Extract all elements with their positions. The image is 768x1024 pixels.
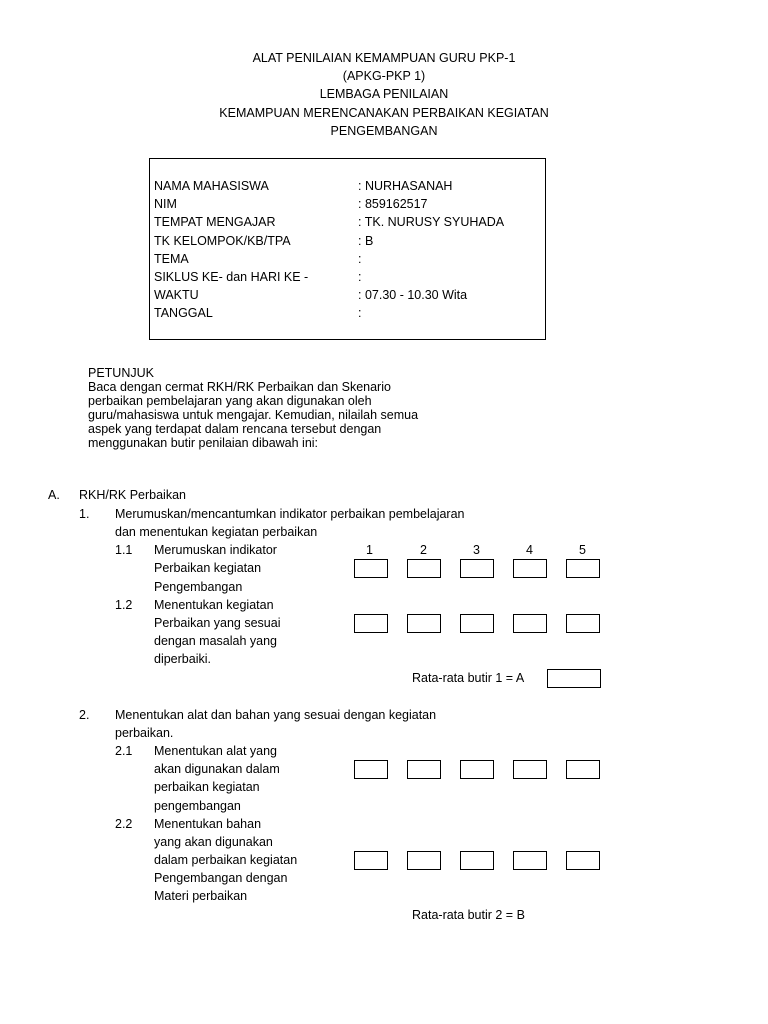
score-box-1-1-2[interactable] [407,559,441,578]
subitem-1-2-line-4: diperbaiki. [154,652,211,666]
score-box-2-2-5[interactable] [566,851,600,870]
instructions-line-3: guru/mahasiswa untuk mengajar. Kemudian, nilailah semua [88,408,419,422]
score-box-2-1-5[interactable] [566,760,600,779]
doc-title-line-4: KEMAMPUAN MERENCANAKAN PERBAIKAN KEGIATAN [219,106,549,120]
instructions-line-1: Baca dengan cermat RKH/RK Perbaikan dan Skenario [88,380,391,394]
score-box-1-1-3[interactable] [460,559,494,578]
item-1-line-1: Merumuskan/mencantumkan indikator perbaikan pembelajaran [115,507,465,521]
subitem-1-2-number: 1.2 [115,598,133,612]
info-value-name: : NURHASANAH [358,179,453,193]
info-value-place: : TK. NURUSY SYUHADA [358,215,505,229]
info-label-name: NAMA MAHASISWA [154,179,269,193]
score-box-1-2-3[interactable] [460,614,494,633]
scale-label-3: 3 [473,543,480,557]
score-box-1-1-5[interactable] [566,559,600,578]
info-label-place: TEMPAT MENGAJAR [154,215,276,229]
info-value-cycle: : [358,270,362,284]
scale-label-1: 1 [366,543,373,557]
subitem-1-2-line-3: dengan masalah yang [154,634,278,648]
doc-title-line-5: PENGEMBANGAN [330,124,438,138]
score-box-2-2-3[interactable] [460,851,494,870]
subitem-1-2-line-1: Menentukan kegiatan [154,598,274,612]
subitem-2-2-line-5: Materi perbaikan [154,889,248,903]
subitem-1-1-number: 1.1 [115,543,133,557]
score-box-1-2-2[interactable] [407,614,441,633]
doc-title-line-1: ALAT PENILAIAN KEMAMPUAN GURU PKP-1 [252,51,516,65]
info-label-group: TK KELOMPOK/KB/TPA [154,234,291,248]
info-label-date: TANGGAL [154,306,213,320]
info-label-theme: TEMA [154,252,189,266]
info-value-nim: : 859162517 [358,197,428,211]
scale-label-5: 5 [579,543,586,557]
subitem-1-1-line-3: Pengembangan [154,580,243,594]
info-value-theme: : [358,252,362,266]
info-value-group: : B [358,234,374,248]
subitem-2-1-line-1: Menentukan alat yang [154,744,278,758]
info-label-nim: NIM [154,197,177,211]
score-box-1-2-4[interactable] [513,614,547,633]
subitem-2-1-line-4: pengembangan [154,799,241,813]
item-2-line-1: Menentukan alat dan bahan yang sesuai dengan kegiatan [115,708,437,722]
subitem-2-2-line-3: dalam perbaikan kegiatan [154,853,298,867]
average-2-label: Rata-rata butir 2 = B [412,908,525,922]
scale-label-4: 4 [526,543,533,557]
subitem-1-1-line-2: Perbaikan kegiatan [154,561,262,575]
score-box-2-1-1[interactable] [354,760,388,779]
instructions-line-2: perbaikan pembelajaran yang akan digunakan oleh [88,394,372,408]
score-box-1-1-1[interactable] [354,559,388,578]
section-letter: A. [48,488,60,502]
score-box-1-2-1[interactable] [354,614,388,633]
section-title: RKH/RK Perbaikan [79,488,186,502]
average-1-box[interactable] [547,669,601,688]
subitem-2-1-line-3: perbaikan kegiatan [154,780,260,794]
score-box-2-2-2[interactable] [407,851,441,870]
score-box-1-2-5[interactable] [566,614,600,633]
instructions-line-5: menggunakan butir penilaian dibawah ini: [88,436,319,450]
subitem-2-1-number: 2.1 [115,744,133,758]
score-box-2-2-1[interactable] [354,851,388,870]
scale-label-2: 2 [420,543,427,557]
doc-title-line-2: (APKG-PKP 1) [342,69,426,83]
item-1-number: 1. [79,507,90,521]
info-label-time: WAKTU [154,288,199,302]
subitem-1-1-line-1: Merumuskan indikator [154,543,277,557]
instructions-line-4: aspek yang terdapat dalam rencana tersebut dengan [88,422,382,436]
subitem-2-1-line-2: akan digunakan dalam [154,762,280,776]
subitem-2-2-line-2: yang akan digunakan [154,835,273,849]
score-box-2-2-4[interactable] [513,851,547,870]
subitem-2-2-line-1: Menentukan bahan [154,817,262,831]
info-value-time: : 07.30 - 10.30 Wita [358,288,468,302]
average-1-label: Rata-rata butir 1 = A [412,671,525,685]
score-box-2-1-4[interactable] [513,760,547,779]
score-box-2-1-2[interactable] [407,760,441,779]
subitem-1-2-line-2: Perbaikan yang sesuai [154,616,281,630]
subitem-2-2-line-4: Pengembangan dengan [154,871,288,885]
instructions-title: PETUNJUK [88,366,154,380]
subitem-2-2-number: 2.2 [115,817,133,831]
info-label-cycle: SIKLUS KE- dan HARI KE - [154,270,309,284]
score-box-1-1-4[interactable] [513,559,547,578]
item-2-number: 2. [79,708,90,722]
doc-title-line-3: LEMBAGA PENILAIAN [319,87,449,101]
info-value-date: : [358,306,362,320]
item-1-line-2: dan menentukan kegiatan perbaikan [115,525,318,539]
item-2-line-2: perbaikan. [115,726,174,740]
score-box-2-1-3[interactable] [460,760,494,779]
